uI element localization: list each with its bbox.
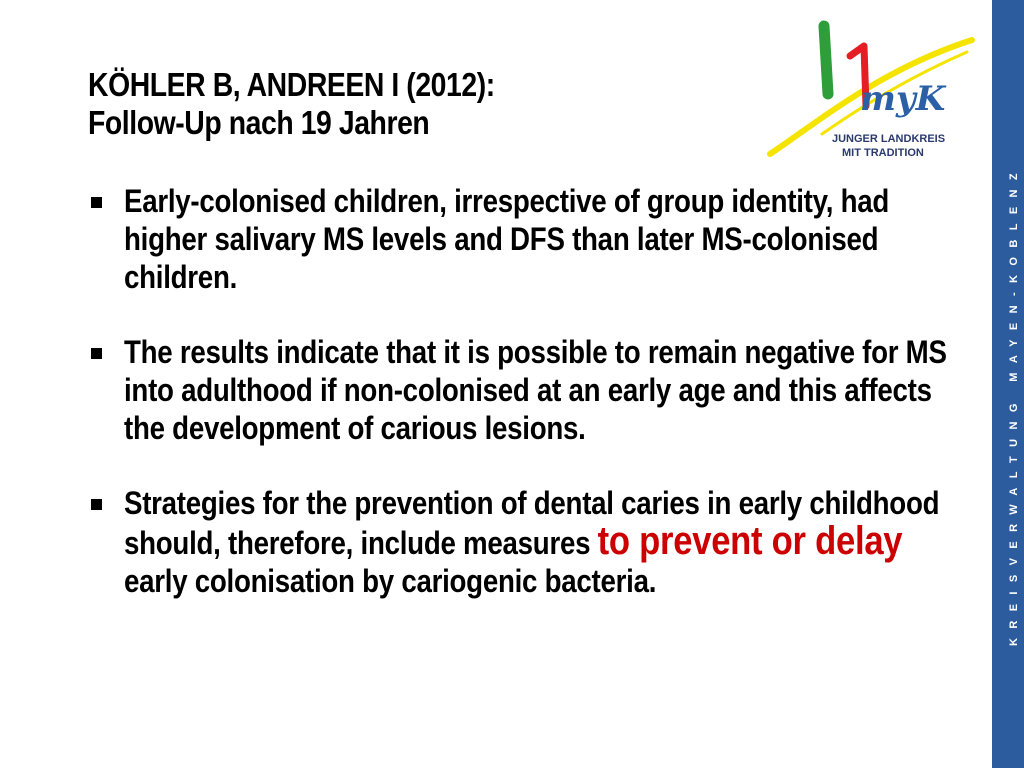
slide-title [88,66,495,142]
title-line-1: KÖHLER B, ANDREEN I (2012): [88,66,495,103]
bullet-text: Early-colonised children, irrespective of group identity, had higher salivary MS levels and DFS than later MS-colonised children. [124,183,890,295]
bullet-item [88,333,988,447]
bullet-item [88,484,988,600]
logo-mark: myK [860,79,946,119]
bullet-square-icon [91,197,102,208]
title-line-2: Follow-Up nach 19 Jahren [88,104,430,141]
logo-graphic [762,14,977,164]
logo-line-2: MIT TRADITION [842,147,924,159]
bullet-list [88,182,988,637]
bullet-item [88,182,988,296]
bullet-square-icon [91,348,102,359]
bullet-text-before: Strategies for the prevention of dental caries in early childhood should, therefore, include measures [124,485,940,561]
side-band-text: KREISVERWALTUNG MAYEN-KOBLENZ [1008,163,1020,646]
highlight-text: to prevent or delay [597,519,903,563]
bullet-text-after: early colonisation by cariogenic bacteria. [124,563,657,599]
bullet-text: The results indicate that it is possible to remain negative for MS into adulthood if non-colonised at an early age and this affects the development of carious lesions. [124,334,947,446]
bullet-text [124,484,954,600]
logo-line-1: JUNGER LANDKREIS [832,133,946,145]
district-logo [762,14,977,164]
side-band [992,0,1024,768]
bullet-square-icon [91,499,102,510]
